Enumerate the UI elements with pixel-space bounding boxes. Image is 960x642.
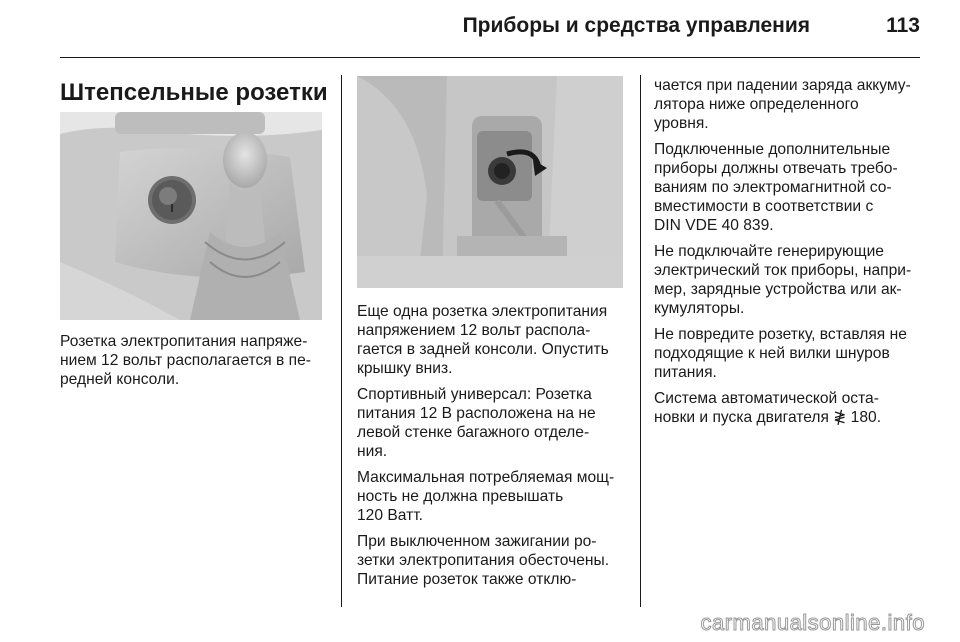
column-1-text xyxy=(60,332,330,396)
watermark: carmanualsonline.info xyxy=(700,610,925,635)
header-rule xyxy=(60,57,920,58)
paragraph: Не подключайте генерирующие электрический ток приборы, напри- мер, зарядные устройства или ак- кумуляторы. xyxy=(654,243,912,317)
front-socket-illustration xyxy=(60,112,322,320)
rear-socket-illustration xyxy=(357,76,623,288)
page-number: 113 xyxy=(886,14,920,37)
paragraph: чается при падении заряда аккуму- лятора ниже определенного уровня. xyxy=(654,77,911,132)
column-2-text xyxy=(357,302,629,596)
column-3-text xyxy=(654,76,926,434)
paragraph: Не повредите розетку, вставляя не подходящие к ней вилки шнуров питания. xyxy=(654,326,907,381)
rear-socket-photo xyxy=(357,76,623,288)
section-title: Штепсельные розетки xyxy=(60,79,328,106)
paragraph: Розетка электропитания напряже- нием 12 вольт располагается в пе- редней консоли. xyxy=(60,333,311,388)
paragraph: Еще одна розетка электропитания напряжением 12 вольт распола- гается в задней консоли. Опустить крышку вниз. xyxy=(357,303,609,377)
header-title: Приборы и средства управления xyxy=(462,14,810,37)
paragraph: Подключенные дополнительные приборы должны отвечать требо- ваниям по электромагнитной со- вместимости в соответствии с DIN VDE 40 839. xyxy=(654,141,898,234)
column-divider xyxy=(640,75,641,607)
front-socket-photo xyxy=(60,112,322,320)
column-divider xyxy=(341,75,342,607)
paragraph: Спортивный универсал: Розетка питания 12 В расположена на не левой стенке багажного отделе- ния. xyxy=(357,386,596,460)
paragraph: Система автоматической оста- новки и пуска двигателя ≹ 180. xyxy=(654,390,882,426)
paragraph: При выключенном зажигании ро- зетки электропитания обесточены. Питание розеток также отклю- xyxy=(357,533,610,588)
paragraph: Максимальная потребляемая мощ- ность не должна превышать 120 Ватт. xyxy=(357,469,615,524)
